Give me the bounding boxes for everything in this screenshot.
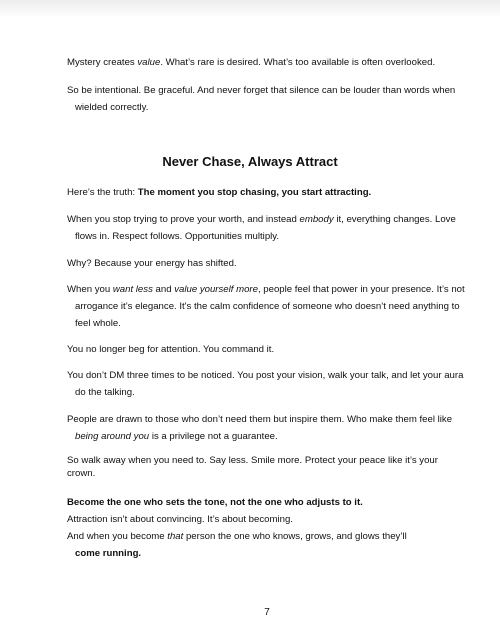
text-line: So walk away when you need to. Say less. Smile more. Protect your peace like it’s your <box>67 455 438 466</box>
text-line: So be intentional. Be graceful. And never forget that silence can be louder than words when <box>67 85 456 96</box>
text-line: arrogance it’s elegance. It's the calm confidence of someone who doesn’t need anything to <box>75 301 460 312</box>
paragraph-truth <box>67 184 452 201</box>
text-run: Mystery creates <box>67 57 138 68</box>
text-run: person the one who knows, grows, and glows they’ll <box>183 531 407 542</box>
text-line: feel whole. <box>75 318 121 329</box>
paragraph-walk-away <box>67 454 452 480</box>
italic-run: embody <box>299 214 334 225</box>
paragraph-why <box>67 255 452 272</box>
text-line: Why? Because your energy has shifted. <box>67 258 237 269</box>
text-run: . What’s rare is desired. What’s too available is often overlooked. <box>160 57 436 68</box>
text-run: and <box>152 284 175 295</box>
text-run: it, everything changes. Love <box>333 214 456 225</box>
italic-run: that <box>167 531 184 542</box>
section-heading: Never Chase, Always Attract <box>162 154 338 169</box>
paragraph-drawn <box>67 411 452 445</box>
bold-run: The moment you stop chasing, you start attracting. <box>137 187 372 198</box>
paragraph-sets-tone <box>67 494 452 511</box>
italic-run: being around you <box>75 431 150 442</box>
text-line: do the talking. <box>75 387 135 398</box>
text-run: When you <box>67 284 113 295</box>
paragraph-mystery <box>67 54 452 71</box>
text-line: You no longer beg for attention. You command it. <box>67 344 275 355</box>
page-number: 7 <box>264 607 270 618</box>
text-line: wielded correctly. <box>75 102 149 113</box>
text-run: , people feel that power in your presence. It’s not <box>257 284 465 295</box>
bold-line: Become the one who sets the tone, not the one who adjusts to it. <box>67 497 363 508</box>
text-run: is a privilege not a guarantee. <box>149 431 278 442</box>
paragraph-dm <box>67 367 464 401</box>
paragraph-embody <box>67 211 456 245</box>
italic-run: value <box>137 57 161 68</box>
paragraph-attraction <box>67 511 452 528</box>
text-line: You don’t DM three times to be noticed. You post your vision, walk your talk, and let your aura <box>67 370 464 381</box>
text-run: And when you become <box>67 531 168 542</box>
bold-line: come running. <box>75 548 142 559</box>
text-line: People are drawn to those who don’t need them but inspire them. Who make them feel like <box>67 414 453 425</box>
text-run: Here’s the truth: <box>67 187 138 198</box>
paragraph-become <box>67 528 452 562</box>
paragraph-intentional <box>67 82 456 116</box>
italic-run: want less <box>112 284 153 295</box>
text-line: crown. <box>67 468 96 479</box>
text-run: When you stop trying to prove your worth, and instead <box>67 214 300 225</box>
text-line: flows in. Respect follows. Opportunities multiply. <box>75 231 280 242</box>
paragraph-want-less <box>67 281 465 332</box>
italic-run: value yourself more <box>174 284 258 295</box>
paragraph-command <box>67 341 452 358</box>
text-line: Attraction isn’t about convincing. It’s about becoming. <box>67 514 293 525</box>
